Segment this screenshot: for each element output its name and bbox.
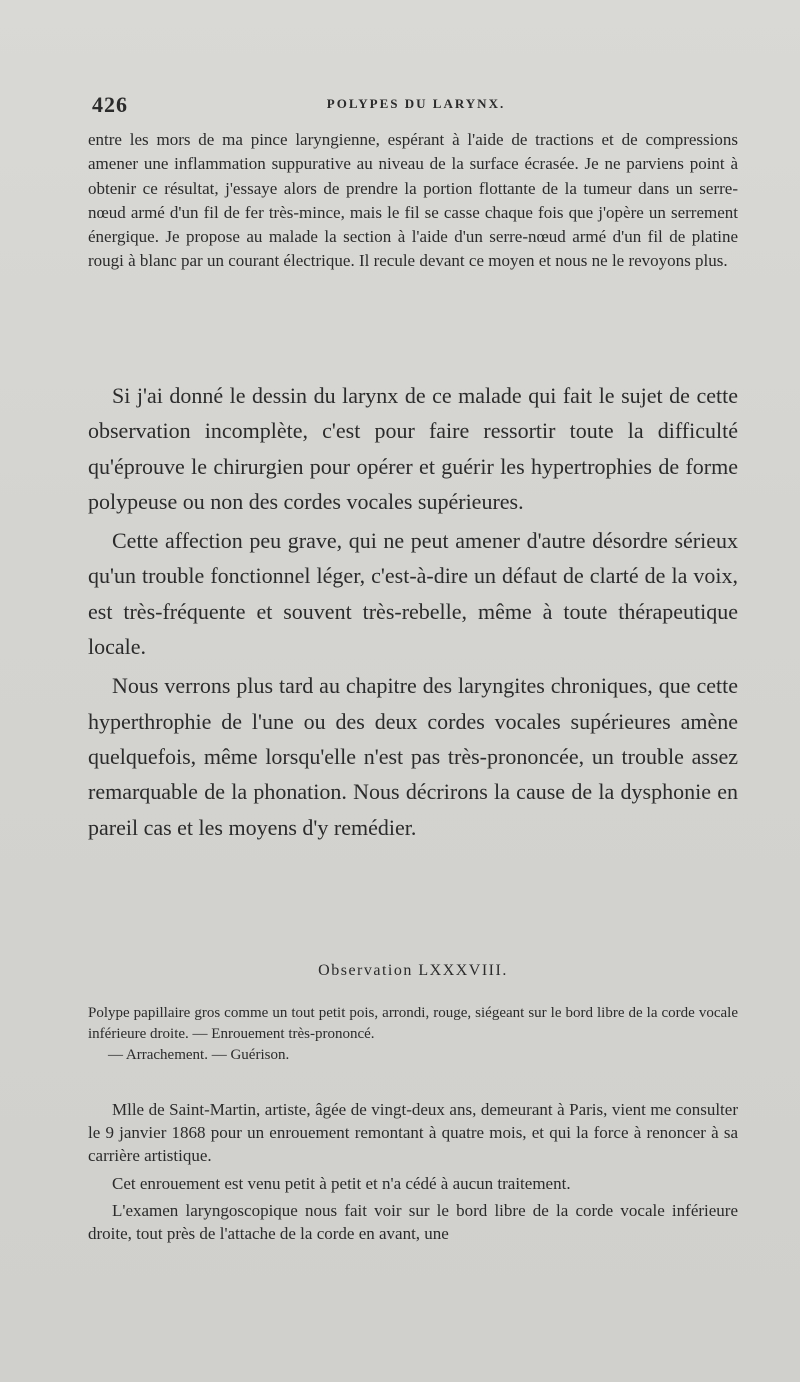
summary-end: — Arrachement. — Guérison. (108, 1047, 290, 1063)
intro-text (88, 128, 738, 274)
main-paragraph: Si j'ai donné le dessin du larynx de ce malade qui fait le sujet de cette observation incomplète, c'est pour faire ressortir toute la difficulté qu'éprouve le chirurgien pour opérer et guérir les hypertrophies de forme polypeuse ou non des cordes vocales supérieures. (88, 383, 738, 514)
observation-summary (88, 1003, 738, 1066)
observation-body (88, 1098, 738, 1249)
observation-paragraph: Mlle de Saint-Martin, artiste, âgée de vingt-deux ans, demeurant à Paris, vient me consulter le 9 janvier 1868 pour un enrouement remontant à quatre mois, et qui la force à renoncer à sa carrière artistique. (88, 1100, 738, 1166)
main-paragraph: Cette affection peu grave, qui ne peut amener d'autre désordre sérieux qu'un trouble fonctionnel léger, c'est-à-dire un défaut de clarté de la voix, est très-fréquente et souvent très-rebelle, même à toute thérapeutique locale. (88, 528, 738, 660)
intro-paragraph: entre les mors de ma pince laryngienne, espérant à l'aide de tractions et de compressions amener une inflammation suppurative au niveau de la surface écrasée. Je ne parviens point à obtenir ce résultat, j'essaye alors de prendre la portion flottante de la tumeur dans un serre-nœud armé d'un fil de fer très-mince, mais le fil se casse chaque fois que j'opère un serrement énergique. Je propose au malade la section à l'aide d'un serre-nœud armé d'un fil de platine rougi à blanc par un courant électrique. Il recule devant ce moyen et nous ne le revoyons plus. (88, 130, 738, 271)
observation-paragraph: Cet enrouement est venu petit à petit et n'a cédé à aucun traitement. (112, 1173, 571, 1193)
page-number: 426 (92, 92, 128, 117)
page-header (92, 92, 740, 116)
observation-paragraph: L'examen laryngoscopique nous fait voir sur le bord libre de la corde vocale inférieure droite, tout près de l'attache de la corde en avant, une (88, 1200, 738, 1244)
main-text (88, 378, 738, 849)
summary-text: Polype papillaire gros comme un tout petit pois, arrondi, rouge, siégeant sur le bord libre de la corde vocale inférieure droite. — Enrouement très-prononcé. (88, 1005, 738, 1042)
main-paragraph: Nous verrons plus tard au chapitre des laryngites chroniques, que cette hyperthrophie de l'une ou des deux cordes vocales supérieures amène quelquefois, même lorsqu'elle n'est pas très-prononcée, un trouble assez remarquable de la phonation. Nous décrirons la cause de la dysphonie en pareil cas et les moyens d'y remédier. (88, 673, 738, 840)
observation-title: Observation LXXXVIII. (318, 962, 508, 979)
running-title: POLYPES DU LARYNX. (326, 96, 506, 111)
